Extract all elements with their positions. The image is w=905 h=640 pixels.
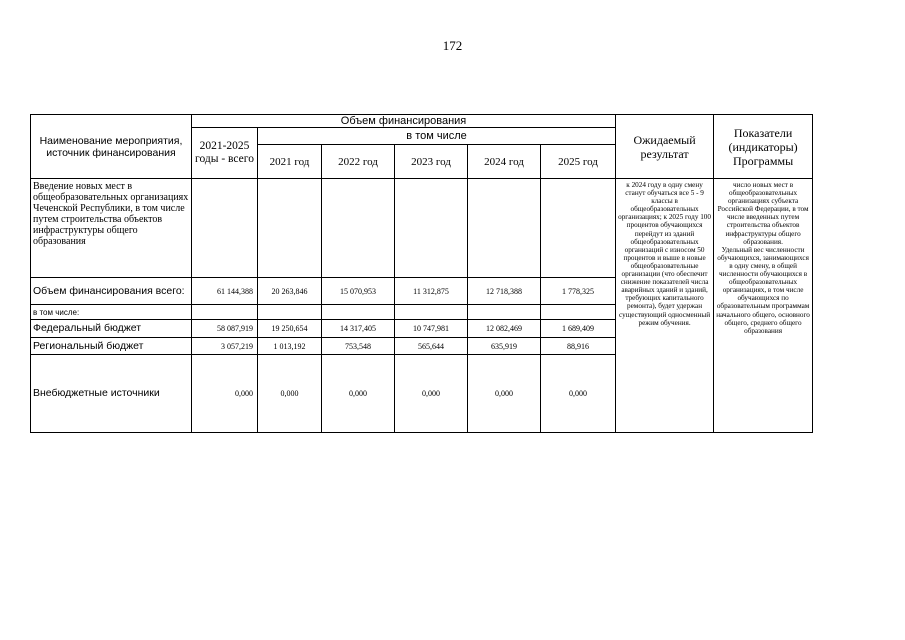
activity-total-empty	[192, 179, 258, 278]
financing-table	[30, 114, 813, 433]
cell-2021: 0,000	[258, 355, 322, 433]
cell-2024: 0,000	[468, 355, 541, 433]
header-total: 2021-2025 годы - всего	[192, 128, 258, 179]
cell-2024: 12 082,469	[468, 320, 541, 338]
activity-empty	[322, 179, 395, 278]
cell-2022: 753,548	[322, 338, 395, 355]
cell-2023: 11 312,875	[395, 278, 468, 305]
cell-2022: 0,000	[322, 355, 395, 433]
header-expected-result: Ожидаемый результат	[616, 115, 714, 179]
activity-empty	[395, 179, 468, 278]
header-activity-name: Наименование мероприятия, источник финансирования	[31, 115, 192, 179]
cell-2023: 0,000	[395, 355, 468, 433]
header-year-2021: 2021 год	[258, 145, 322, 179]
indicators-text	[714, 179, 813, 433]
cell-2023: 565,644	[395, 338, 468, 355]
cell-2022: 14 317,405	[322, 320, 395, 338]
activity-empty	[541, 179, 616, 278]
cell-2025: 1 689,409	[541, 320, 616, 338]
cell-total: 3 057,219	[192, 338, 258, 355]
cell-2025: 88,916	[541, 338, 616, 355]
indicators-text-part-2: Удельный вес численности обучающихся, занимающихся в одну смену, в общей численности обучающихся в общеобразовательных организациях, в том числе обучающихся по образовательным программам начального общего, основного общего, среднего общего образования	[716, 245, 810, 335]
cell-2021: 19 250,654	[258, 320, 322, 338]
activity-empty	[468, 179, 541, 278]
cell-2021: 20 263,846	[258, 278, 322, 305]
header-year-2022: 2022 год	[322, 145, 395, 179]
cell-2025: 0,000	[541, 355, 616, 433]
cell-total: 58 087,919	[192, 320, 258, 338]
cell-2025: 1 778,325	[541, 278, 616, 305]
row-label-regional: Региональный бюджет	[31, 338, 192, 355]
header-year-2023: 2023 год	[395, 145, 468, 179]
header-year-2024: 2024 год	[468, 145, 541, 179]
cell-total: 61 144,388	[192, 278, 258, 305]
page-number: 172	[442, 38, 463, 53]
cell-2023: 10 747,981	[395, 320, 468, 338]
cell-total: 0,000	[192, 355, 258, 433]
header-including: в том числе	[258, 128, 616, 145]
cell-empty	[541, 305, 616, 320]
header-funding-volume: Объем финансирования	[192, 115, 616, 128]
expected-result-text: к 2024 году в одну смену станут обучаться все 5 - 9 классы в общеобразовательных организациях; к 2025 году 100 процентов обучающихся перейдут из зданий общеобразовательных организаций с износом 50 процентов и выше в новые общеобразовательные организации (что обеспечит снижение показателей числа аварийных зданий и зданий, требующих капитального ремонта), будет удержан существующий односменный режим обучения.	[616, 179, 714, 433]
cell-empty	[192, 305, 258, 320]
indicators-text-part-1: число новых мест в общеобразовательных организациях субъекта Российской Федерации, в том числе введенных путем строительства объектов инфраструктуры общего образования.	[717, 181, 809, 246]
activity-empty	[258, 179, 322, 278]
header-indicators: Показатели (индикаторы) Программы	[714, 115, 813, 179]
cell-empty	[395, 305, 468, 320]
row-label-total: Объем финансирования всего:	[31, 278, 192, 305]
row-label-off-budget: Внебюджетные источники	[31, 355, 192, 433]
cell-empty	[258, 305, 322, 320]
row-label-federal: Федеральный бюджет	[31, 320, 192, 338]
cell-2021: 1 013,192	[258, 338, 322, 355]
header-year-2025: 2025 год	[541, 145, 616, 179]
activity-name: Введение новых мест в общеобразовательных организациях Чеченской Республики, в том числе путем строительства объектов инфраструктуры общего образования	[31, 179, 192, 278]
cell-empty	[468, 305, 541, 320]
cell-empty	[322, 305, 395, 320]
cell-2024: 12 718,388	[468, 278, 541, 305]
row-label-including: в том числе:	[31, 305, 192, 320]
cell-2024: 635,919	[468, 338, 541, 355]
cell-2022: 15 070,953	[322, 278, 395, 305]
